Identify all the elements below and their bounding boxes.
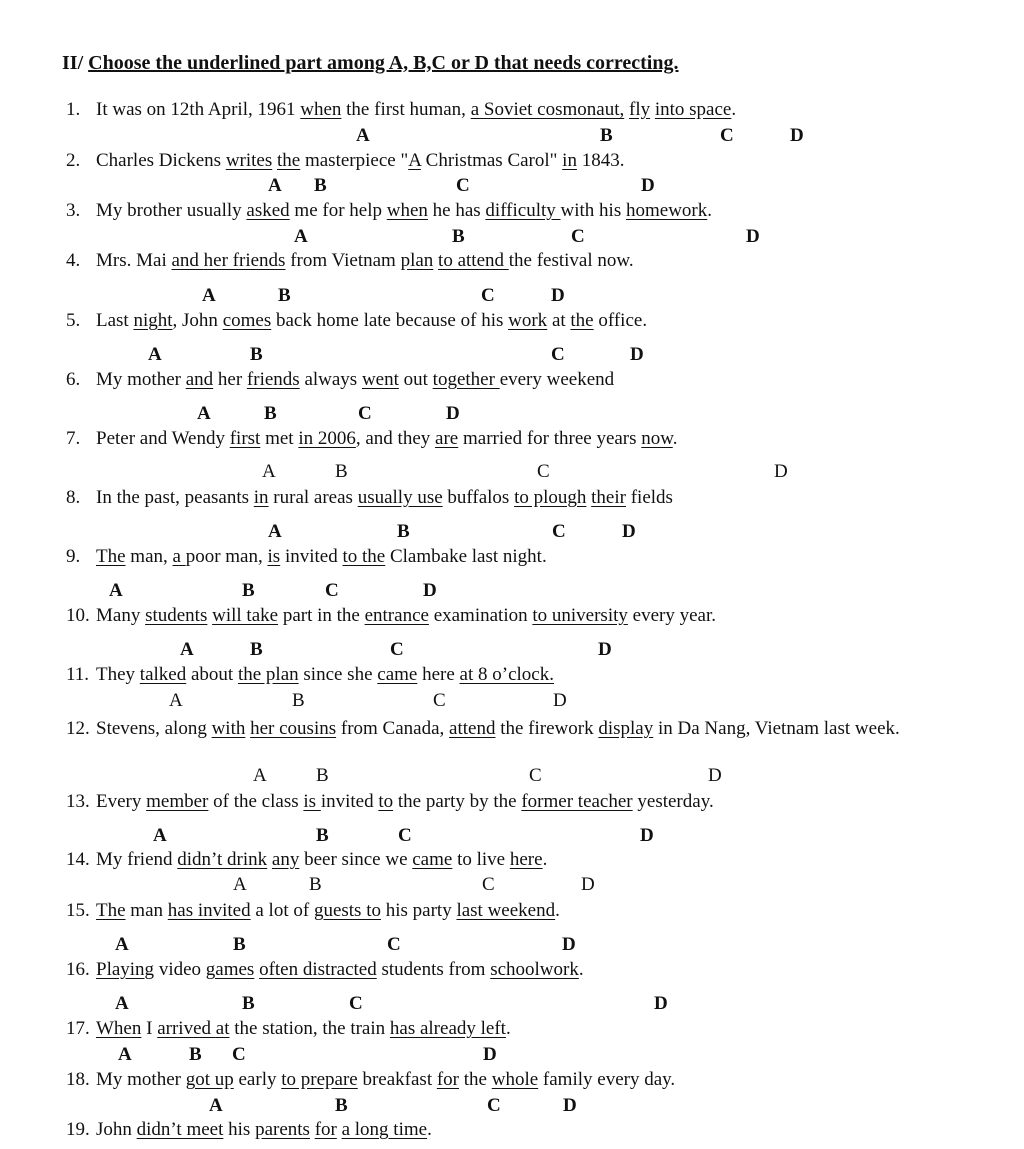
underlined-option: together [432, 369, 500, 390]
question-text: since she [298, 664, 378, 685]
question-text: My mother [96, 1069, 186, 1090]
question-text: beer since we [299, 849, 413, 870]
option-label-b: B [452, 226, 465, 247]
question-text: It was on 12th April, 1961 [96, 99, 301, 120]
option-label-b: B [250, 344, 263, 365]
option-label-c: C [487, 1095, 501, 1116]
question-text: masterpiece " [300, 150, 409, 171]
underlined-option: didn’t drink [177, 849, 268, 870]
question-text: the first human, [341, 99, 471, 120]
option-label-b: B [335, 461, 348, 482]
question-text: man, [125, 546, 173, 567]
underlined-option: schoolwork [490, 959, 579, 980]
question-text: office. [593, 310, 648, 331]
question-text: 1843. [576, 150, 625, 171]
question-text: from Canada, [336, 718, 450, 739]
question-text: at [547, 310, 571, 331]
underlined-option: at 8 o’clock. [459, 664, 554, 685]
question-4 [66, 251, 634, 270]
question-text: , John [172, 310, 223, 331]
question-text: Peter and Wendy [96, 428, 230, 449]
option-label-b: B [316, 825, 329, 846]
option-label-c: C [529, 765, 542, 786]
question-text: man [125, 900, 168, 921]
underlined-option: games [205, 959, 255, 980]
question-number: 19. [66, 1119, 90, 1140]
option-label-b: B [314, 175, 327, 196]
question-text: his party [380, 900, 457, 921]
question-text: My brother usually [96, 200, 247, 221]
question-text: of the class [208, 791, 304, 812]
option-label-b: B [292, 690, 305, 711]
question-number: 9. [66, 546, 81, 567]
option-label-b: B [264, 403, 277, 424]
option-label-a: A [356, 125, 370, 146]
underlined-option: are [435, 428, 459, 449]
question-number: 5. [66, 310, 81, 331]
underlined-option: comes [222, 310, 272, 331]
question-6 [66, 370, 614, 389]
option-label-a: A [268, 521, 282, 542]
underlined-option: a Soviet cosmonaut, [470, 99, 625, 120]
option-label-d: D [790, 125, 804, 146]
underlined-option: any [271, 849, 300, 870]
question-1 [66, 100, 736, 119]
underlined-option: came [412, 849, 453, 870]
question-number: 7. [66, 428, 81, 449]
underlined-option: homework [625, 200, 708, 221]
underlined-option: her cousins [250, 718, 337, 739]
option-label-c: C [551, 344, 565, 365]
question-text: John [96, 1119, 137, 1140]
option-label-c: C [232, 1044, 246, 1065]
underlined-option: when [300, 99, 342, 120]
underlined-option: in 2006 [298, 428, 356, 449]
option-label-c: C [456, 175, 470, 196]
exercise-heading [62, 52, 679, 75]
option-label-a: A [115, 993, 129, 1014]
question-text: the firework [495, 718, 599, 739]
option-label-c: C [390, 639, 404, 660]
heading-prefix: II/ [62, 52, 89, 74]
option-label-b: B [335, 1095, 348, 1116]
option-label-d: D [551, 285, 565, 306]
underlined-option: has already left [389, 1018, 506, 1039]
option-label-c: C [358, 403, 372, 424]
question-14 [66, 850, 547, 869]
question-text: Mrs. Mai [96, 250, 172, 271]
underlined-option: work [508, 310, 548, 331]
underlined-option: to attend [438, 250, 509, 271]
question-text: video [154, 959, 206, 980]
question-text: students from [376, 959, 491, 980]
underlined-option: A [408, 150, 421, 171]
question-text: from Vietnam [285, 250, 401, 271]
underlined-option: The [96, 546, 126, 567]
underlined-option: plan [400, 250, 434, 271]
option-label-d: D [581, 874, 595, 895]
question-3 [66, 201, 712, 220]
underlined-option: to the [342, 546, 386, 567]
underlined-option: whole [491, 1069, 539, 1090]
underlined-option: Playing [96, 959, 155, 980]
question-text: . [578, 959, 584, 980]
underlined-option: and [171, 250, 204, 271]
question-text: They [96, 664, 140, 685]
question-text: a lot of [250, 900, 314, 921]
question-text: . [555, 900, 560, 921]
question-text: My friend [96, 849, 178, 870]
question-text: with his [560, 200, 626, 221]
option-label-c: C [552, 521, 566, 542]
option-label-d: D [563, 1095, 577, 1116]
underlined-option: talked [139, 664, 187, 685]
question-9 [66, 547, 547, 566]
underlined-option: when [386, 200, 428, 221]
question-text: his [223, 1119, 256, 1140]
underlined-option: often distracted [259, 959, 377, 980]
question-number: 4. [66, 250, 81, 271]
option-label-c: C [398, 825, 412, 846]
option-label-d: D [641, 175, 655, 196]
option-label-d: D [630, 344, 644, 365]
option-label-a: A [109, 580, 123, 601]
underlined-option: students [145, 605, 208, 626]
question-text: poor man, [185, 546, 268, 567]
question-text: married for three years [458, 428, 642, 449]
underlined-option: didn’t meet [136, 1119, 224, 1140]
question-text: every weekend [499, 369, 615, 390]
underlined-option: is [303, 791, 321, 812]
option-label-a: A [233, 874, 247, 895]
question-number: 10. [66, 605, 90, 626]
question-text: In the past, peasants [96, 487, 254, 508]
underlined-option: asked [246, 200, 290, 221]
underlined-option: for [314, 1119, 337, 1140]
option-label-d: D [654, 993, 668, 1014]
option-label-a: A [209, 1095, 223, 1116]
option-label-c: C [571, 226, 585, 247]
underlined-option: first [229, 428, 261, 449]
underlined-option: to university [532, 605, 628, 626]
underlined-option: to prepare [281, 1069, 358, 1090]
question-text: invited [280, 546, 343, 567]
question-number: 13. [66, 791, 90, 812]
question-text: about [186, 664, 238, 685]
question-text: in Da Nang, Vietnam last week. [653, 718, 900, 739]
question-text: the [459, 1069, 492, 1090]
option-label-b: B [316, 765, 329, 786]
underlined-option: with [211, 718, 246, 739]
option-label-d: D [423, 580, 437, 601]
option-label-d: D [708, 765, 722, 786]
question-text: . [731, 99, 737, 120]
option-label-c: C [481, 285, 495, 306]
option-label-b: B [309, 874, 322, 895]
underlined-option: a [172, 546, 186, 567]
question-text: Charles Dickens [96, 150, 226, 171]
question-number: 8. [66, 487, 81, 508]
underlined-option: and [185, 369, 214, 390]
option-label-a: A [169, 690, 183, 711]
question-text: I [141, 1018, 158, 1039]
question-text: Christmas Carol" [420, 150, 563, 171]
underlined-option: former teacher [521, 791, 633, 812]
underlined-option: her friends [203, 250, 286, 271]
question-text: buffalos [442, 487, 515, 508]
question-text: Every [96, 791, 147, 812]
underlined-option: parents [255, 1119, 310, 1140]
underlined-option: writes [225, 150, 273, 171]
option-label-c: C [325, 580, 339, 601]
question-text: Last [96, 310, 134, 331]
question-text: the festival now. [508, 250, 634, 271]
underlined-option: went [361, 369, 399, 390]
option-label-d: D [446, 403, 460, 424]
question-number: 11. [66, 664, 90, 685]
question-number: 1. [66, 99, 81, 120]
question-text: met [260, 428, 299, 449]
question-5 [66, 311, 647, 330]
underlined-option: display [598, 718, 654, 739]
question-7 [66, 429, 678, 448]
underlined-option: night [133, 310, 173, 331]
option-label-a: A [268, 175, 282, 196]
option-label-b: B [189, 1044, 202, 1065]
question-15 [66, 901, 560, 920]
underlined-option: is [267, 546, 281, 567]
question-12 [66, 716, 996, 742]
question-number: 6. [66, 369, 81, 390]
question-19 [66, 1120, 432, 1139]
option-label-a: A [115, 934, 129, 955]
option-label-c: C [482, 874, 495, 895]
question-text: here [417, 664, 460, 685]
option-label-b: B [250, 639, 263, 660]
question-text: , and they [355, 428, 436, 449]
question-text: examination [428, 605, 533, 626]
option-label-b: B [242, 993, 255, 1014]
question-text: early [233, 1069, 282, 1090]
underlined-option: a long time [341, 1119, 428, 1140]
underlined-option: fly [629, 99, 651, 120]
underlined-option: friends [246, 369, 300, 390]
underlined-option: has invited [167, 900, 251, 921]
option-label-d: D [774, 461, 788, 482]
underlined-option: in [253, 487, 269, 508]
question-11 [66, 665, 554, 684]
option-label-a: A [197, 403, 211, 424]
option-label-b: B [397, 521, 410, 542]
question-text: My mother [96, 369, 186, 390]
option-label-d: D [553, 690, 567, 711]
underlined-option: member [146, 791, 209, 812]
underlined-option: difficulty [485, 200, 561, 221]
option-label-c: C [433, 690, 446, 711]
option-label-b: B [600, 125, 613, 146]
option-label-a: A [153, 825, 167, 846]
question-text: part in the [278, 605, 365, 626]
underlined-option: guests to [313, 900, 381, 921]
question-number: 15. [66, 900, 90, 921]
underlined-option: got up [185, 1069, 234, 1090]
option-label-a: A [118, 1044, 132, 1065]
question-text: her [213, 369, 247, 390]
underlined-option: to [378, 791, 394, 812]
underlined-option: will take [212, 605, 279, 626]
question-text: Stevens, along [96, 718, 212, 739]
option-label-c: C [387, 934, 401, 955]
option-label-d: D [562, 934, 576, 955]
question-18 [66, 1070, 675, 1089]
underlined-option: entrance [364, 605, 429, 626]
option-label-a: A [180, 639, 194, 660]
option-label-c: C [349, 993, 363, 1014]
underlined-option: the [277, 150, 301, 171]
option-label-a: A [202, 285, 216, 306]
option-label-d: D [746, 226, 760, 247]
question-text: family every day. [538, 1069, 676, 1090]
question-text: every year. [627, 605, 716, 626]
question-text: . [542, 849, 548, 870]
option-label-d: D [483, 1044, 497, 1065]
option-label-d: D [622, 521, 636, 542]
question-number: 2. [66, 150, 81, 171]
question-text: rural areas [268, 487, 358, 508]
question-text: the station, the train [229, 1018, 390, 1039]
question-text: yesterday. [632, 791, 714, 812]
option-label-c: C [537, 461, 550, 482]
question-8 [66, 488, 673, 507]
underlined-option: The [96, 900, 126, 921]
question-text: out [398, 369, 433, 390]
question-2 [66, 151, 624, 170]
question-number: 18. [66, 1069, 90, 1090]
underlined-option: came [377, 664, 418, 685]
question-text: breakfast [357, 1069, 437, 1090]
underlined-option: at [215, 1018, 230, 1039]
question-text: always [299, 369, 362, 390]
question-text: the party by the [393, 791, 522, 812]
underlined-option: When [96, 1018, 142, 1039]
question-text: he has [427, 200, 486, 221]
option-label-a: A [148, 344, 162, 365]
question-13 [66, 792, 714, 811]
underlined-option: now [641, 428, 673, 449]
underlined-option: here [509, 849, 543, 870]
question-text: . [427, 1119, 432, 1140]
option-label-d: D [640, 825, 654, 846]
option-label-c: C [720, 125, 734, 146]
underlined-option: the [570, 310, 594, 331]
option-label-b: B [233, 934, 246, 955]
option-label-b: B [278, 285, 291, 306]
question-text: . [672, 428, 678, 449]
option-label-b: B [242, 580, 255, 601]
question-number: 14. [66, 849, 90, 870]
option-label-a: A [294, 226, 308, 247]
question-text: fields [625, 487, 673, 508]
option-label-d: D [598, 639, 612, 660]
option-label-a: A [262, 461, 276, 482]
question-text: Clambake last night. [385, 546, 547, 567]
underlined-option: arrived [157, 1018, 216, 1039]
underlined-option: the plan [237, 664, 299, 685]
question-10 [66, 606, 716, 625]
question-number: 3. [66, 200, 81, 221]
question-text: . [505, 1018, 511, 1039]
question-16 [66, 960, 584, 979]
heading-instruction: Choose the underlined part among A, B,C or D that needs correcting. [88, 52, 679, 74]
question-number: 16. [66, 959, 90, 980]
question-text: me for help [289, 200, 387, 221]
underlined-option: for [436, 1069, 460, 1090]
option-label-a: A [253, 765, 267, 786]
question-text: to live [452, 849, 510, 870]
underlined-option: into space [654, 99, 732, 120]
question-17 [66, 1019, 511, 1038]
underlined-option: attend [449, 718, 496, 739]
question-text: invited [320, 791, 379, 812]
underlined-option: last weekend [456, 900, 556, 921]
underlined-option: their [591, 487, 626, 508]
question-text: . [707, 200, 712, 221]
underlined-option: in [562, 150, 577, 171]
question-text: back home late because of his [271, 310, 509, 331]
underlined-option: usually use [357, 487, 443, 508]
question-text: Many [96, 605, 146, 626]
question-number: 17. [66, 1018, 90, 1039]
question-number: 12. [66, 718, 90, 739]
underlined-option: to plough [514, 487, 587, 508]
